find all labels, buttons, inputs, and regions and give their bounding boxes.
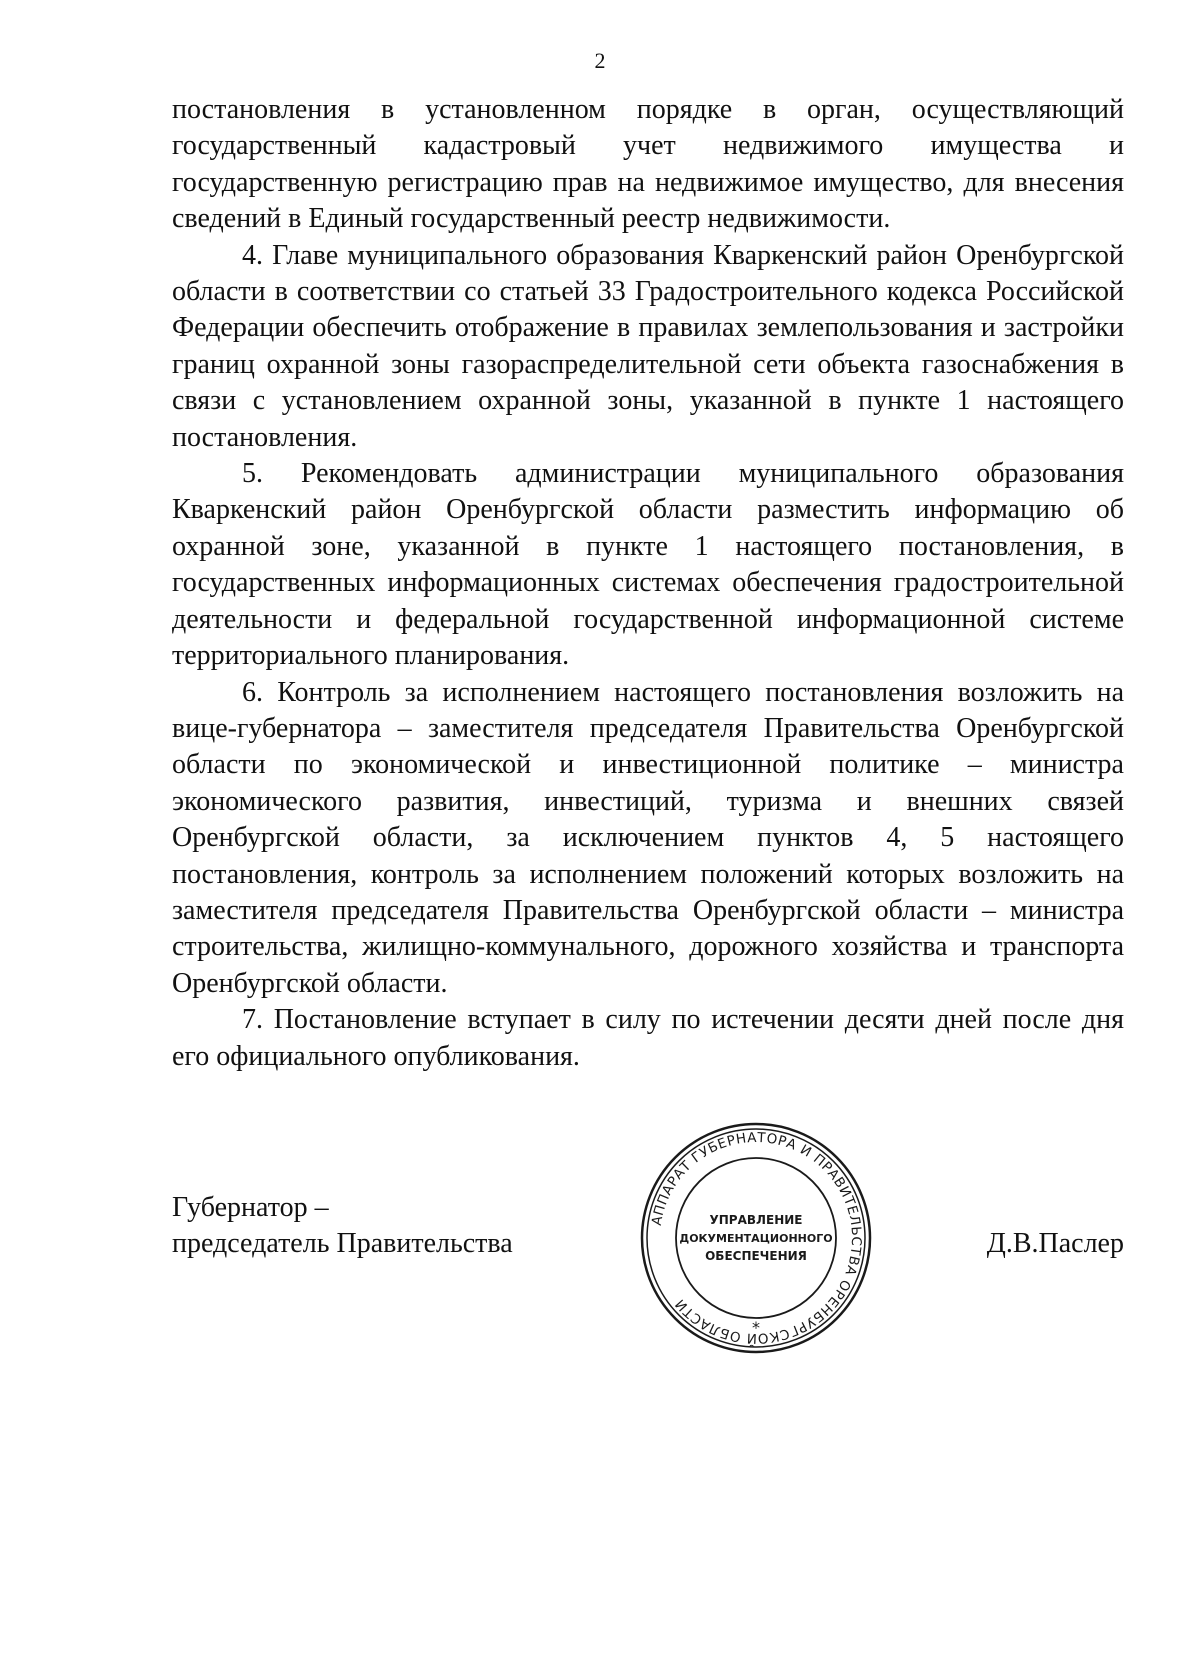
seal-star: * — [752, 1318, 760, 1337]
seal-center-line-1: УПРАВЛЕНИЕ — [709, 1213, 803, 1227]
seal-center-line-2: ДОКУМЕНТАЦИОННОГО — [679, 1232, 833, 1245]
paragraph-item-6: 6. Контроль за исполнением настоящего постановления возложить на вице-губернатора – заместителя председателя Правительства Оренбургской области по экономической и инвестиционной политике – министра экономического развития, инвестиций, туризма и внешних связей Оренбургской области, за исключением пунктов 4, 5 настоящего постановления, контроль за исполнением положений которых возложить на заместителя председателя Правительства Оренбургской области – министра строительства, жилищно-коммунального, дорожного хозяйства и транспорта Оренбургской области. — [172, 676, 1124, 999]
paragraph-item-4: 4. Главе муниципального образования Кваркенский район Оренбургской области в соответствии со статьей 33 Градостроительного кодекса Российской Федерации обеспечить отображение в правилах землепользования и застройки границ охранной зоны газораспределительной сети объекта газоснабжения в связи с установлением охранной зоны, указанной в пункте 1 настоящего постановления. — [172, 239, 1124, 453]
official-seal — [638, 1120, 874, 1356]
page-number: 2 — [594, 48, 606, 73]
paragraph-item-5: 5. Рекомендовать администрации муниципального образования Кваркенский район Оренбургской области разместить информацию об охранной зоне, указанной в пункте 1 настоящего постановления, в государственных информационных системах обеспечения градостроительной деятельности и федеральной государственной информационной системе территориального планирования. — [172, 458, 1124, 672]
signatory-position-line-2: председатель Правительства — [172, 1228, 513, 1259]
signatory-position-line-1: Губернатор – — [172, 1192, 329, 1223]
signatory-name: Д.В.Паслер — [986, 1228, 1124, 1259]
seal-center-line-3: ОБЕСПЕЧЕНИЯ — [705, 1249, 807, 1263]
paragraph-item-7: 7. Постановление вступает в силу по истечении десяти дней после дня его официального опубликования. — [172, 1004, 1124, 1072]
seal-ring-text: АППАРАТ ГУБЕРНАТОРА И ПРАВИТЕЛЬСТВА ОРЕНБУРГСКОЙ ОБЛАСТИ — [648, 1129, 865, 1347]
signatory-position — [172, 1190, 513, 1262]
paragraph-continuation: постановления в установленном порядке в орган, осуществляющий государственный кадастровый учет недвижимого имущества и государственную регистрацию прав на недвижимое имущество, для внесения сведений в Единый государственный реестр недвижимости. — [172, 94, 1124, 235]
document-body — [172, 92, 1124, 1075]
